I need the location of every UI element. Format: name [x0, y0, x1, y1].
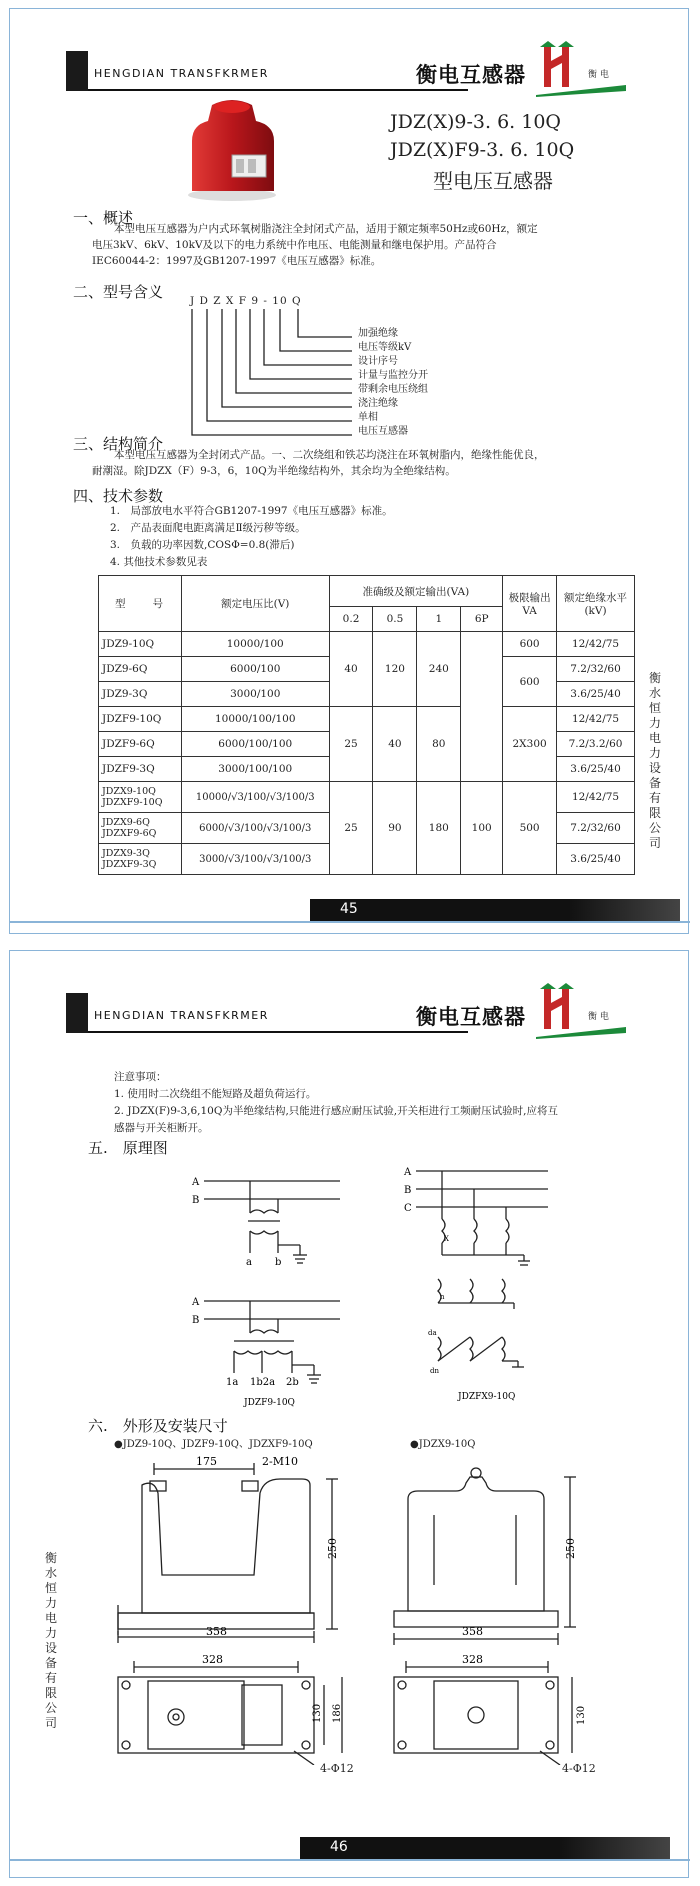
- cell-ins: 7.2/32/60: [557, 657, 635, 682]
- page-footer-rule: [10, 921, 690, 923]
- s4-item: 4. 其他技术参数见表: [110, 556, 208, 568]
- page-number-bg: [310, 899, 680, 921]
- notes-title: 注意事项：: [114, 1071, 167, 1083]
- cell-ratio: 3000/100/100: [181, 757, 329, 782]
- cell-model: JDZ9-10Q: [99, 632, 182, 657]
- cell-ratio: 10000/100/100: [181, 707, 329, 732]
- outline-drawing-right: [390, 1455, 590, 1765]
- page-footer-rule: [10, 1859, 690, 1861]
- cell-ratio: 10000/√3/100/√3/100/3: [181, 782, 329, 813]
- header-black-block: [66, 993, 88, 1033]
- cell-ins: 3.6/25/40: [557, 757, 635, 782]
- header-brand-en: HENGDIAN TRANSFKRMER: [94, 67, 269, 80]
- cell-model: JDZ9-6Q: [99, 657, 182, 682]
- cell-ins: 12/42/75: [557, 707, 635, 732]
- cell-ratio: 6000/100: [181, 657, 329, 682]
- cell-g3-limit: 500: [503, 782, 557, 875]
- note-item: 1. 使用时二次绕组不能短路及超负荷运行。: [114, 1088, 317, 1100]
- th-insulation: 额定绝缘水平(kV): [557, 576, 635, 632]
- cell-g2-1: 80: [417, 707, 461, 782]
- company-name-vertical: 衡水恒力电力设备有限公司: [648, 671, 661, 850]
- section-6-title: 六. 外形及安装尺寸: [88, 1417, 228, 1435]
- section-2-title: 二、型号含义: [73, 283, 164, 301]
- note-item: 2. JDZX(F)9-3,6,10Q为半绝缘结构,只能进行感应耐压试验,开关柜进行工频耐压试验时,应将互: [114, 1105, 558, 1117]
- th-limit: 极限输出VA: [503, 576, 557, 632]
- catalog-page-46: [9, 950, 689, 1878]
- dim-hole-right: 4-Φ12: [562, 1762, 596, 1775]
- bullet-left: ●JDZ9-10Q、JDZF9-10Q、JDZXF9-10Q: [114, 1439, 313, 1450]
- model-code: J D Z X F 9 - 10 Q: [190, 295, 302, 307]
- th-acc-6p: 6P: [461, 607, 503, 632]
- cell-ins: 3.6/25/40: [557, 682, 635, 707]
- catalog-page-45: [9, 8, 689, 934]
- page-header: [66, 51, 626, 97]
- page-number-bar: [10, 899, 690, 927]
- s4-item: 3. 负载的功率因数,COSΦ=0.8(滞后): [110, 539, 295, 551]
- cell-ins: 12/42/75: [557, 782, 635, 813]
- section-1-title: 一、概述: [73, 209, 134, 227]
- company-name-vertical: 衡水恒力电力设备有限公司: [44, 1551, 57, 1730]
- tech-spec-table: [98, 575, 635, 875]
- meaning-item: 单相: [358, 412, 378, 423]
- cell-g1-05: 120: [373, 632, 417, 707]
- cell-model: JDZX9-10Q JDZXF9-10Q: [99, 782, 182, 813]
- label-2b: 2b: [286, 1377, 299, 1388]
- cell-model: JDZX9-3Q JDZXF9-3Q: [99, 844, 182, 875]
- page-number: 46: [330, 1839, 348, 1855]
- cell-ins: 7.2/32/60: [557, 813, 635, 844]
- caption-right: JDZFX9-10Q: [458, 1392, 516, 1402]
- label-A: A: [192, 1177, 200, 1188]
- dim-2m10: 2-M10: [262, 1455, 298, 1468]
- label-n: n: [440, 1293, 445, 1301]
- cell-ratio: 10000/100: [181, 632, 329, 657]
- label-1b2a: 1b2a: [250, 1377, 276, 1388]
- cell-ratio: 6000/100/100: [181, 732, 329, 757]
- cell-ratio: 6000/√3/100/√3/100/3: [181, 813, 329, 844]
- caption-left: JDZF9-10Q: [244, 1398, 295, 1408]
- s3-line: 耐潮湿。除JDZX（F）9-3，6，10Q为半绝缘结构外，其余均为全绝缘结构。: [92, 465, 456, 477]
- header-rule: [88, 89, 468, 91]
- cell-ins: 3.6/25/40: [557, 844, 635, 875]
- th-acc-1: 1: [417, 607, 461, 632]
- cell-ins: 12/42/75: [557, 632, 635, 657]
- label-b: b: [275, 1257, 282, 1268]
- logo-text: 衡 电: [588, 70, 609, 80]
- dim-186: 186: [332, 1703, 343, 1723]
- dim-175: 175: [196, 1455, 217, 1468]
- dim-358: 358: [206, 1625, 227, 1638]
- dim-130: 130: [312, 1703, 323, 1723]
- meaning-item: 浇注绝缘: [358, 398, 398, 409]
- s1-line: IEC60044-2：1997及GB1207-1997《电压互感器》标准。: [92, 255, 382, 267]
- cell-model: JDZF9-3Q: [99, 757, 182, 782]
- header-black-block: [66, 51, 88, 91]
- cell-g1-02: 40: [329, 632, 373, 707]
- header-brand-en: HENGDIAN TRANSFKRMER: [94, 1009, 269, 1022]
- title-line-2: JDZ(X)F9-3. 6. 10Q: [390, 139, 575, 161]
- model-meaning-list: [358, 327, 428, 439]
- meaning-item: 电压等级kV: [358, 342, 412, 353]
- section-1-text: [92, 221, 652, 269]
- cell-model: JDZF9-10Q: [99, 707, 182, 732]
- header-rule: [88, 1031, 468, 1033]
- label-da: da: [428, 1329, 437, 1337]
- cell-g2-limit: 2X300: [503, 707, 557, 782]
- title-line-1: JDZ(X)9-3. 6. 10Q: [390, 111, 561, 133]
- page-number: 45: [340, 901, 358, 917]
- cell-6p-blank: [461, 632, 503, 782]
- label-dn: dn: [430, 1367, 439, 1375]
- schematic-jdzf9: [190, 1169, 350, 1409]
- section-4-title: 四、技术参数: [73, 487, 164, 505]
- meaning-item: 设计序号: [358, 356, 398, 367]
- bullet-right: ●JDZX9-10Q: [410, 1439, 476, 1450]
- cell-ins: 7.2/3.2/60: [557, 732, 635, 757]
- th-acc-02: 0.2: [329, 607, 373, 632]
- th-ratio: 额定电压比(V): [181, 576, 329, 632]
- dim-130: 130: [576, 1705, 587, 1725]
- cell-g1-limit-a: 600: [503, 632, 557, 657]
- dim-328: 328: [202, 1653, 223, 1666]
- label-C: C: [404, 1203, 412, 1214]
- label-A: A: [404, 1167, 412, 1178]
- outline-drawing-left: [114, 1455, 350, 1765]
- label-1a: 1a: [226, 1377, 239, 1388]
- cell-g3-02: 25: [329, 782, 373, 875]
- label-B: B: [404, 1185, 412, 1196]
- section-4-list: [110, 503, 393, 571]
- dim-328: 328: [462, 1653, 483, 1666]
- header-brand-cn: 衡电互感器: [416, 62, 526, 87]
- page-number-bg: [300, 1837, 670, 1859]
- s4-item: 1. 局部放电水平符合GB1207-1997《电压互感器》标准。: [110, 505, 393, 517]
- s1-line: 本型电压互感器为户内式环氧树脂浇注全封闭式产品，适用于额定频率50Hz或60Hz，额定: [114, 223, 538, 235]
- page-header: [66, 993, 626, 1039]
- cell-g3-1: 180: [417, 782, 461, 875]
- cell-g1-limit-b: 600: [503, 657, 557, 707]
- section-3-text: [92, 447, 652, 479]
- meaning-item: 计量与监控分开: [358, 370, 428, 381]
- th-accuracy: 准确级及额定输出(VA): [329, 576, 503, 607]
- cell-g2-02: 25: [329, 707, 373, 782]
- section-5-title: 五. 原理图: [88, 1139, 168, 1157]
- cell-g1-1: 240: [417, 632, 461, 707]
- company-logo-icon: [536, 41, 626, 97]
- s4-item: 2. 产品表面爬电距离满足Ⅱ级污秽等级。: [110, 522, 306, 534]
- page-number-bar: [10, 1837, 690, 1865]
- cell-ratio: 3000/√3/100/√3/100/3: [181, 844, 329, 875]
- cell-model: JDZ9-3Q: [99, 682, 182, 707]
- title-line-3: 型电压互感器: [433, 169, 553, 193]
- dim-250: 250: [326, 1538, 339, 1559]
- cell-ratio: 3000/100: [181, 682, 329, 707]
- th-model: 型 号: [99, 576, 182, 632]
- header-brand-cn: 衡电互感器: [416, 1004, 526, 1029]
- note-item: 感器与开关柜断开。: [114, 1122, 209, 1134]
- meaning-item: 电压互感器: [358, 426, 408, 437]
- logo-text: 衡 电: [588, 1012, 609, 1022]
- dim-358: 358: [462, 1625, 483, 1638]
- section-3-title: 三、结构简介: [73, 435, 164, 453]
- cell-g3-05: 90: [373, 782, 417, 875]
- meaning-item: 加强绝缘: [358, 328, 398, 339]
- cell-g3-6p: 100: [461, 782, 503, 875]
- transformer-photo: [178, 95, 286, 203]
- model-meaning-lines: [180, 307, 360, 441]
- meaning-item: 带剩余电压绕组: [358, 384, 428, 395]
- cell-g2-05: 40: [373, 707, 417, 782]
- th-acc-05: 0.5: [373, 607, 417, 632]
- label-B: B: [192, 1195, 200, 1206]
- label-a: a: [246, 1257, 252, 1268]
- notes-block: [114, 1069, 558, 1137]
- s3-line: 本型电压互感器为全封闭式产品。一、二次绕组和铁芯均浇注在环氧树脂内，绝缘性能优良，: [114, 449, 545, 461]
- dim-hole-left: 4-Φ12: [320, 1762, 354, 1775]
- dim-250: 250: [564, 1538, 577, 1559]
- company-logo-icon: [536, 983, 626, 1039]
- label-X: X: [444, 1235, 449, 1243]
- label-A: A: [192, 1297, 200, 1308]
- cell-model: JDZF9-6Q: [99, 732, 182, 757]
- cell-model: JDZX9-6Q JDZXF9-6Q: [99, 813, 182, 844]
- schematic-jdzfx9: [402, 1159, 552, 1409]
- s1-line: 电压3kV、6kV、10kV及以下的电力系统中作电压、电能测量和继电保护用。产品符合: [92, 239, 497, 251]
- label-B: B: [192, 1315, 200, 1326]
